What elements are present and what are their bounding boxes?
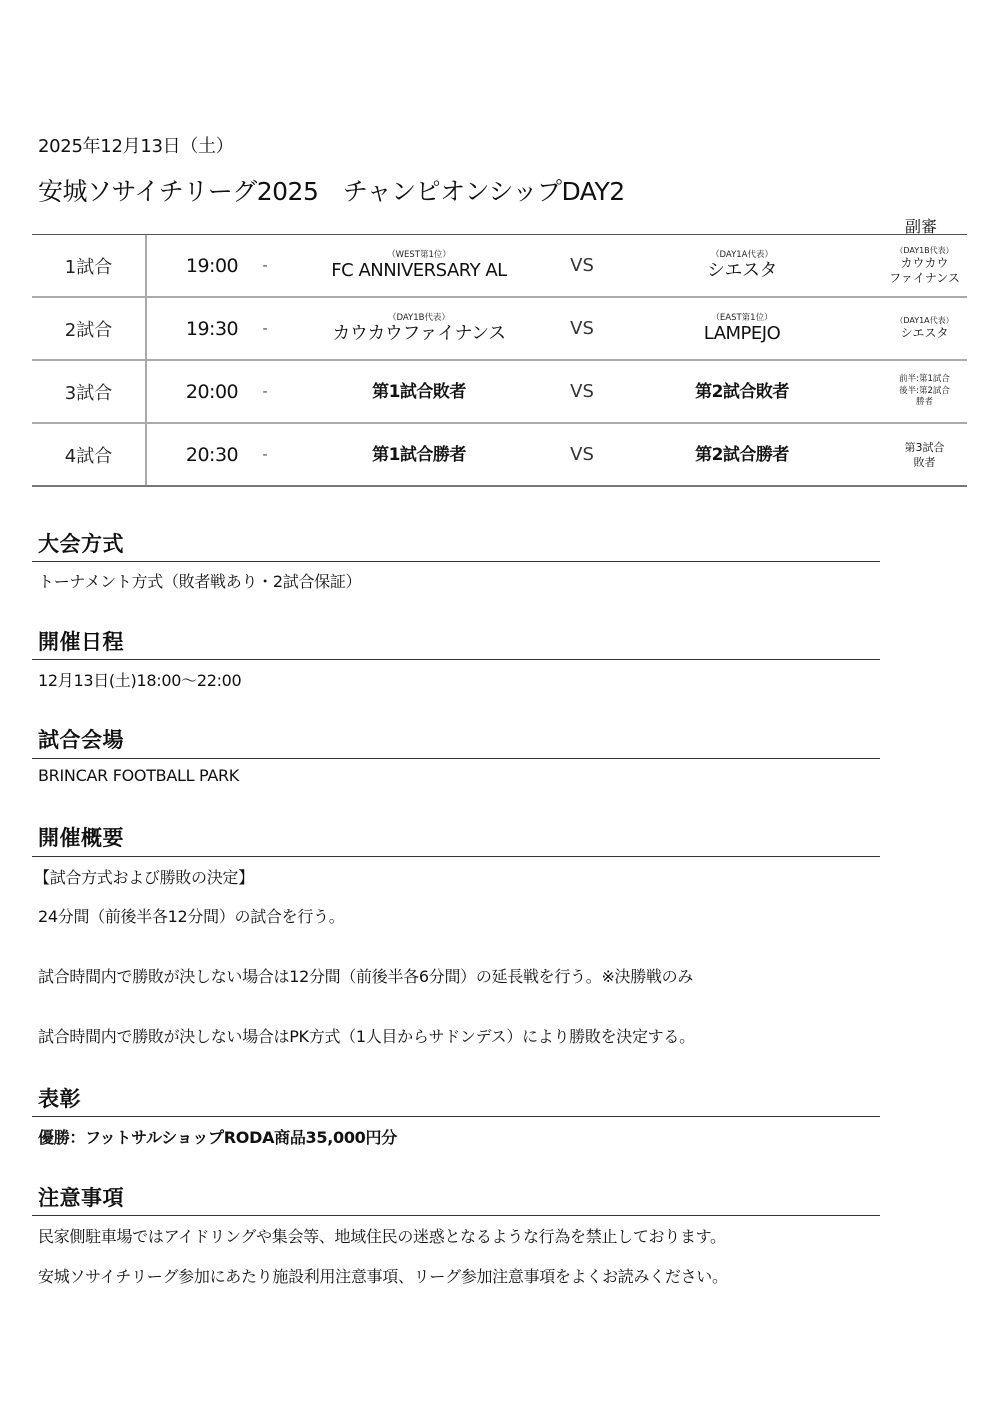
event-date: 2025年12月13日（土） (38, 136, 234, 157)
referee-name-line: シエスタ (900, 326, 949, 340)
page-title: 安城ソサイチリーグ2025 チャンピオンシップDAY2 (38, 177, 625, 206)
notes-line: 民家側駐車場ではアイドリングや集会等、地域住民の迷惑となるような行為を禁止しております。 (38, 1227, 726, 1246)
home-team-name: 第1試合敗者 (372, 381, 466, 402)
referee-name-line: 前半:第1試合 (899, 374, 950, 385)
referee-cell (882, 298, 967, 359)
match-number: 3試合 (64, 382, 113, 404)
schedule-text: 12月13日(土)18:00〜22:00 (38, 671, 242, 690)
away-team (622, 298, 862, 359)
table-row (32, 361, 967, 424)
referee-seed: （DAY1A代表） (895, 316, 954, 325)
section-title-overview: 開催概要 (38, 826, 124, 850)
home-team-name: 第1試合勝者 (372, 444, 466, 465)
match-number: 1試合 (64, 256, 113, 278)
referee-seed: （DAY1B代表） (895, 245, 954, 255)
away-team-name: 第2試合敗者 (695, 381, 789, 402)
home-team-name: カウカウファイナンス (332, 322, 506, 344)
referee-cell (882, 361, 967, 422)
match-time: 19:00 (185, 254, 239, 277)
section-title-venue: 試合会場 (38, 728, 124, 752)
column-divider (145, 361, 147, 422)
time-dash: - (262, 446, 268, 463)
section-title-format: 大会方式 (38, 532, 124, 556)
column-divider (145, 424, 147, 485)
column-divider (145, 235, 147, 296)
vs-label: VS (570, 444, 594, 465)
home-team (294, 235, 544, 296)
referee-cell (882, 424, 967, 485)
home-team (294, 361, 544, 422)
home-team (294, 424, 544, 485)
referee-name-line: 敗者 (913, 455, 936, 469)
overview-line: 24分間（前後半各12分間）の試合を行う。 (38, 907, 345, 926)
time-dash: - (262, 383, 268, 400)
table-row (32, 235, 967, 298)
referee-name-line: 後半:第2試合 (899, 385, 950, 396)
away-team-name: 第2試合勝者 (695, 444, 789, 465)
table-row (32, 424, 967, 487)
vs-label: VS (570, 255, 594, 276)
match-number: 4試合 (64, 445, 113, 467)
section-divider (32, 1116, 880, 1117)
section-divider (32, 659, 880, 660)
away-team (622, 361, 862, 422)
home-team-name: FC ANNIVERSARY AL (331, 259, 507, 281)
notes-line: 安城ソサイチリーグ参加にあたり施設利用注意事項、リーグ参加注意事項をよくお読みください。 (38, 1267, 728, 1286)
home-seed: （DAY1B代表） (388, 312, 450, 323)
referee-name-line: カウカウ (900, 255, 949, 270)
overview-line: 試合時間内で勝敗が決しない場合はPK方式（1人目からサドンデス）により勝敗を決定する。 (38, 1027, 695, 1046)
match-time: 19:30 (185, 317, 239, 340)
home-seed: （WEST第1位） (387, 249, 451, 260)
section-title-schedule: 開催日程 (38, 630, 124, 654)
overview-subheading: 【試合方式および勝敗の決定】 (34, 868, 254, 887)
away-team-name: LAMPEJO (703, 322, 781, 344)
venue-text: BRINCAR FOOTBALL PARK (38, 766, 239, 785)
referee-name-line: 第3試合 (904, 440, 945, 454)
away-seed: （DAY1A代表） (711, 249, 773, 260)
time-dash: - (262, 257, 268, 274)
match-schedule-table (32, 234, 967, 487)
section-divider (32, 856, 880, 857)
home-team (294, 298, 544, 359)
referee-name-line: 勝者 (915, 397, 933, 408)
section-title-notes: 注意事項 (38, 1186, 124, 1210)
referee-cell (882, 235, 967, 296)
section-divider (32, 561, 880, 562)
vs-label: VS (570, 318, 594, 339)
column-divider (145, 298, 147, 359)
section-divider (32, 758, 880, 759)
referee-column-header: 副審 (905, 217, 938, 236)
match-number: 2試合 (64, 319, 113, 341)
match-time: 20:30 (185, 443, 239, 466)
award-text: 優勝：フットサルショップRODA商品35,000円分 (38, 1128, 397, 1147)
overview-line: 試合時間内で勝敗が決しない場合は12分間（前後半各6分間）の延長戦を行う。※決勝戦のみ (38, 967, 694, 986)
away-seed: （EAST第1位） (711, 312, 773, 323)
table-row (32, 298, 967, 361)
section-divider (32, 1215, 880, 1216)
vs-label: VS (570, 381, 594, 402)
section-title-award: 表彰 (38, 1087, 81, 1111)
referee-name-line: ファイナンス (889, 270, 960, 285)
away-team-name: シエスタ (707, 259, 777, 281)
match-time: 20:00 (185, 380, 239, 403)
format-text: トーナメント方式（敗者戦あり・2試合保証） (38, 572, 362, 591)
time-dash: - (262, 320, 268, 337)
away-team (622, 424, 862, 485)
away-team (622, 235, 862, 296)
